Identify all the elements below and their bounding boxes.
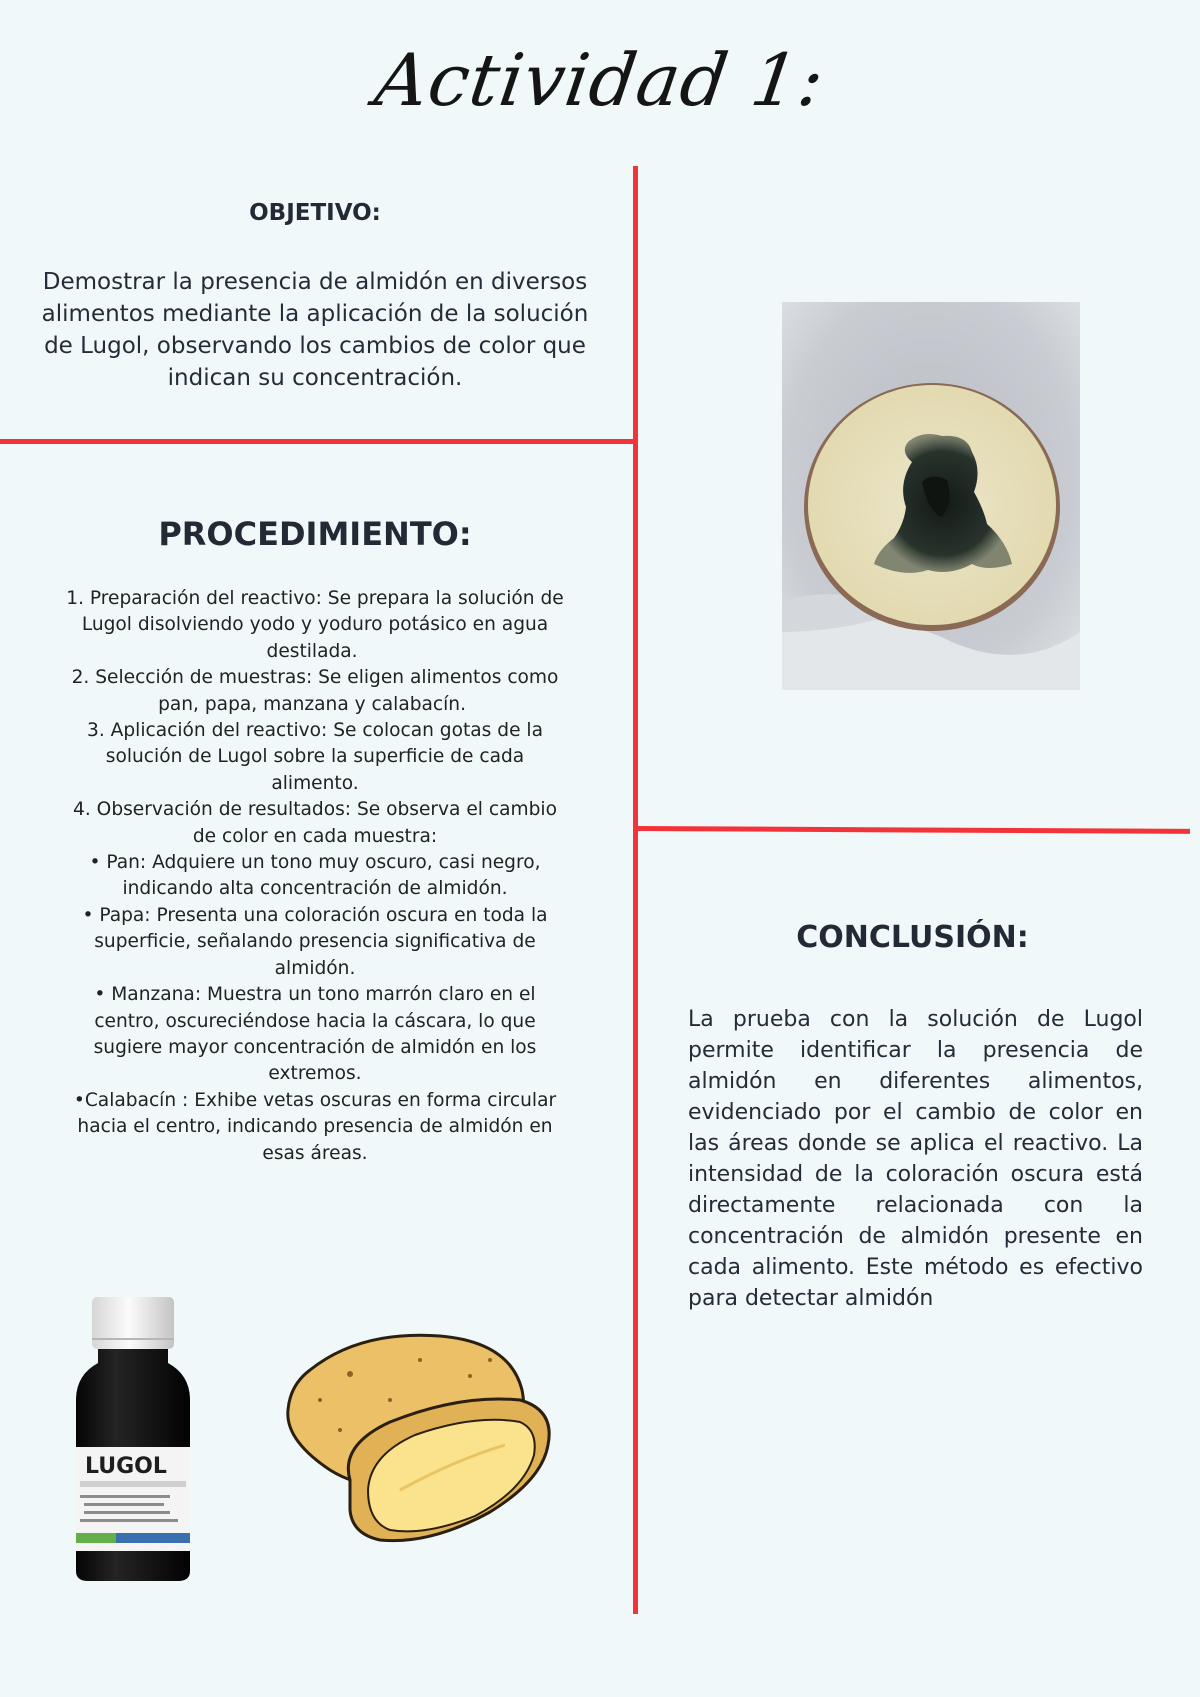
objetivo-heading: OBJETIVO:	[249, 200, 381, 226]
potato-lugol-photo	[782, 302, 1080, 690]
result-pan: • Pan: Adquiere un tono muy oscuro, casi negro, indicando alta concentración de almidón.	[89, 852, 541, 900]
procedimiento-step-2: 2. Selección de muestras: Se eligen alimentos como pan, papa, manzana y calabacín. ￼	[71, 667, 559, 715]
procedimiento-step-4: 4. Observación de resultados: Se observa el cambio de color en cada muestra:	[73, 799, 557, 847]
page-title: Actividad 1:	[370, 38, 830, 122]
potato-illustration	[280, 1330, 555, 1562]
result-manzana: • Manzana: Muestra un tono marrón claro en el centro, oscureciéndose hacia la cáscara, lo que sugiere mayor concentración de almidón en los extremos.	[93, 984, 537, 1085]
conclusion-heading: CONCLUSIÓN:	[796, 920, 1029, 955]
objetivo-text: Demostrar la presencia de almidón en diversos alimentos mediante la aplicación de la solución de Lugol, observando los cambios de color que indican su concentración.	[41, 269, 589, 391]
vertical-divider	[633, 166, 638, 1614]
left-horizontal-divider	[0, 439, 635, 444]
bottle-label: LUGOL	[85, 1454, 167, 1479]
procedimiento-heading: PROCEDIMIENTO:	[158, 515, 472, 553]
conclusion-text: La prueba con la solución de Lugol permite identificar la presencia de almidón en diferentes alimentos, evidenciado por el cambio de color en las áreas donde se aplica el reactivo. La intensidad de la coloración oscura está directamente relacionada con la concentración de almidón presente en cada alimento. Este método es efectivo para detectar almidón	[688, 1007, 1143, 1311]
procedimiento-step-3: 3. Aplicación del reactivo: Se colocan gotas de la solución de Lugol sobre la superficie de cada alimento.	[87, 720, 543, 794]
procedimiento-step-1: 1. Preparación del reactivo: Se prepara la solución de Lugol disolviendo yodo y yoduro potásico en agua destilada. ￼	[66, 588, 564, 662]
lugol-bottle-image	[40, 1215, 235, 1590]
procedimiento-list	[60, 586, 570, 1167]
right-horizontal-divider	[636, 826, 1190, 834]
result-papa: • Papa: Presenta una coloración oscura en toda la superficie, señalando presencia significativa de almidón.	[82, 904, 548, 979]
result-calabacin: •Calabacín : Exhibe vetas oscuras en forma circular hacia el centro, indicando presencia de almidón en esas áreas.	[73, 1089, 557, 1164]
